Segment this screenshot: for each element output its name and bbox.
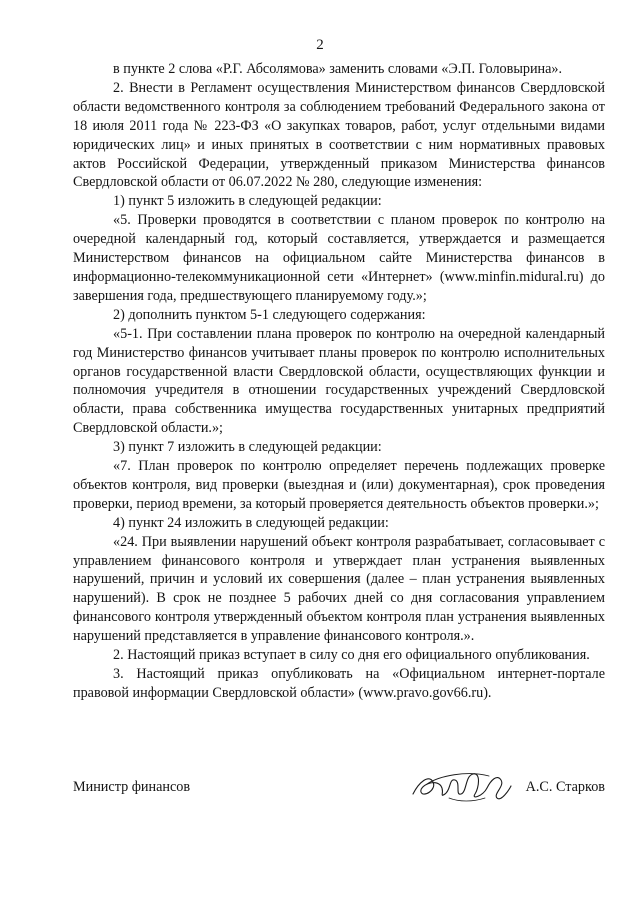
- handwritten-signature: [409, 764, 515, 808]
- paragraph: 2) дополнить пунктом 5-1 следующего содержания:: [113, 306, 426, 323]
- paragraph: 1) пункт 5 изложить в следующей редакции:: [113, 193, 382, 210]
- paragraph: «5-1. При составлении плана проверок по контролю на очередной календарный год Министерство финансов учитывает планы проверок по контролю исполнительных органов государственной власти Свердловской области, осуществляющих функции и полномочия учредителя в отношении государственных учреждений Свердловской области, права собственника имущества государственных унитарных предприятий Свердловской области.»;: [73, 325, 605, 437]
- paragraph: 2. Внести в Регламент осуществления Министерством финансов Свердловской области ведомственного контроля за соблюдением требований Федерального закона от 18 июля 2011 года № 223-ФЗ «О закупках товаров, работ, услуг отдельными видами юридических лиц» и иных принятых в соответствии с ним нормативных правовых актов Российской Федерации, утвержденный приказом Министерства финансов Свердловской области от 06.07.2022 № 280, следующие изменения:: [73, 79, 605, 191]
- paragraph: 4) пункт 24 изложить в следующей редакции:: [113, 514, 389, 531]
- paragraph: 3) пункт 7 изложить в следующей редакции:: [113, 439, 382, 456]
- signer-position: Министр финансов: [73, 779, 191, 795]
- paragraph: 2. Настоящий приказ вступает в силу со дня его официального опубликования.: [113, 647, 590, 664]
- signer-name: А.С. Старков: [525, 779, 605, 795]
- signature-block: [73, 772, 605, 812]
- paragraph: «24. При выявлении нарушений объект контроля разрабатывает, согласовывает с управлением финансового контроля и утверждает план устранения выявленных нарушений, причин и условий их совершения (далее – план устранения выявленных нарушений). В срок не позднее 5 рабочих дней со дня согласования управлением финансового контроля утвержденный объектом контроля план устранения выявленных нарушений представляется в управление финансового контроля.».: [73, 533, 605, 645]
- page-number: 2: [316, 37, 324, 53]
- paragraph: 3. Настоящий приказ опубликовать на «Официальном интернет-портале правовой информации Свердловской области» (www.pravo.gov66.ru).: [73, 666, 605, 701]
- paragraph: «5. Проверки проводятся в соответствии с планом проверок по контролю на очередной календарный год, который составляется, утверждается и размещается Министерством финансов на официальном сайте Министерства финансов в информационно-телекоммуникационной сети «Интернет» (www.minfin.midural.ru) до завершения года, предшествующего планируемому году.»;: [73, 212, 605, 304]
- paragraph: «7. План проверок по контролю определяет перечень подлежащих проверке объектов контроля, вид проверки (выездная и (или) документарная), срок проведения проверки, период времени, за который проверяется деятельность объектов проверки.»;: [73, 458, 605, 512]
- paragraph: в пункте 2 слова «Р.Г. Абсолямова» заменить словами «Э.П. Головырина».: [113, 61, 563, 77]
- document-body: [73, 60, 605, 703]
